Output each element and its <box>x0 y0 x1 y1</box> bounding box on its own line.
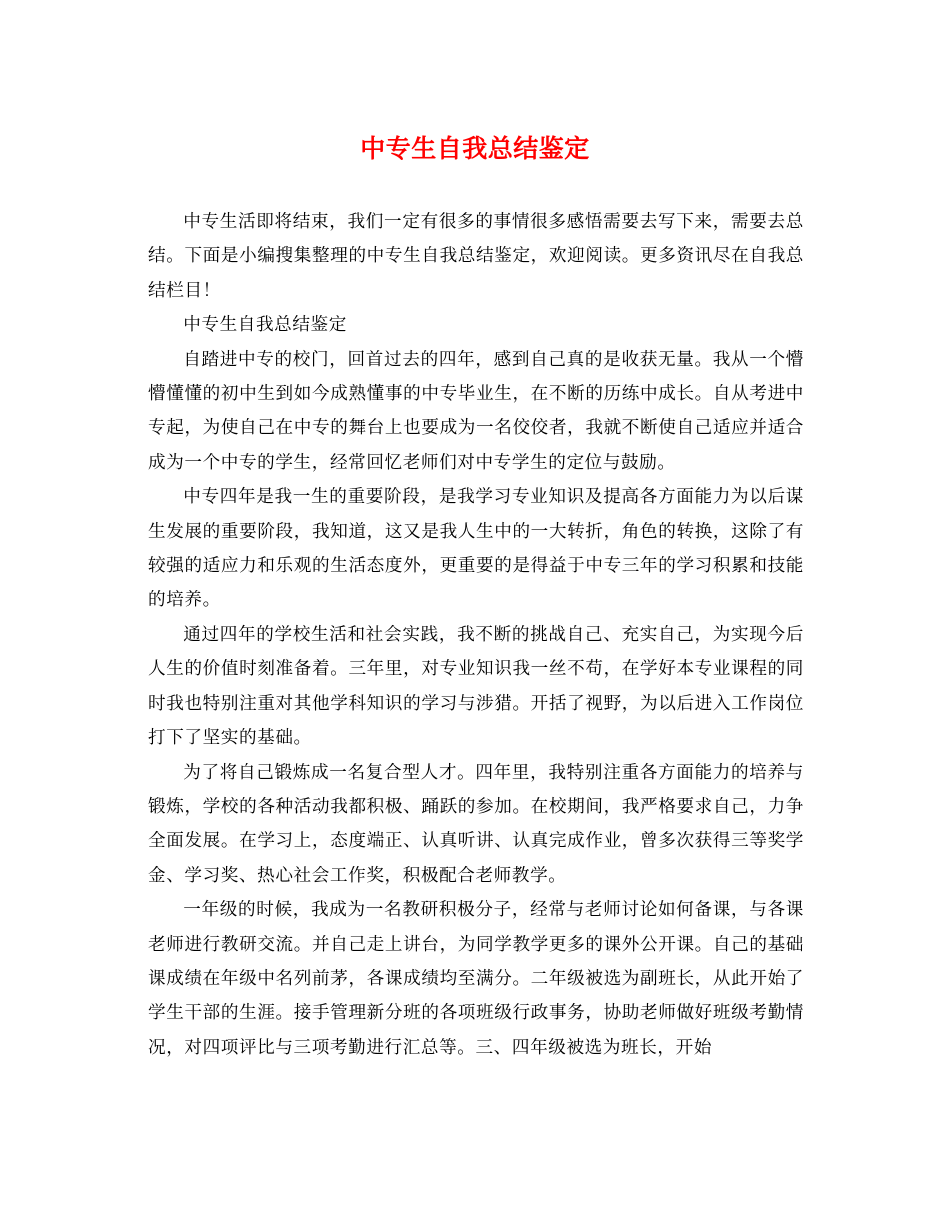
paragraph: 自踏进中专的校门，回首过去的四年，感到自己真的是收获无量。我从一个懵懵懂懂的初中生到如今成熟懂事的中专毕业生，在不断的历练中成长。自从考进中专起，为使自己在中专的舞台上也要成为一名佼佼者，我就不断使自己适应并适合成为一个中专的学生，经常回忆老师们对中专学生的定位与鼓励。 <box>148 349 804 473</box>
paragraph: 为了将自己锻炼成一名复合型人才。四年里，我特别注重各方面能力的培养与锻炼，学校的各种活动我都积极、踊跃的参加。在校期间，我严格要求自己，力争全面发展。在学习上，态度端正、认真听讲、认真完成作业，曾多次获得三等奖学金、学习奖、热心社会工作奖，积极配合老师教学。 <box>148 762 804 886</box>
document-title: 中专生自我总结鉴定 <box>360 134 590 163</box>
paragraph-intro: 中专生活即将结束，我们一定有很多的事情很多感悟需要去写下来，需要去总结。下面是小编搜集整理的中专生自我总结鉴定，欢迎阅读。更多资讯尽在自我总结栏目！ <box>148 212 804 301</box>
paragraph: 中专四年是我一生的重要阶段，是我学习专业知识及提高各方面能力为以后谋生发展的重要阶段，我知道，这又是我人生中的一大转折，角色的转换，这除了有较强的适应力和乐观的生活态度外，更重要的是得益于中专三年的学习积累和技能的培养。 <box>148 487 804 611</box>
paragraph: 一年级的时候，我成为一名教研积极分子，经常与老师讨论如何备课，与各课老师进行教研交流。并自己走上讲台，为同学教学更多的课外公开课。自己的基础课成绩在年级中名列前茅，各课成绩均至满分。二年级被选为副班长，从此开始了学生干部的生涯。接手管理新分班的各项班级行政事务，协助老师做好班级考勤情况，对四项评比与三项考勤进行汇总等。三、四年级被选为班长，开始 <box>148 900 804 1058</box>
document-body <box>148 205 804 1065</box>
paragraph: 通过四年的学校生活和社会实践，我不断的挑战自己、充实自己，为实现今后人生的价值时刻准备着。三年里，对专业知识我一丝不苟，在学好本专业课程的同时我也特别注重对其他学科知识的学习与涉猎。开括了视野，为以后进入工作岗位打下了坚实的基础。 <box>148 624 804 749</box>
paragraph-subheading: 中专生自我总结鉴定 <box>183 315 347 336</box>
